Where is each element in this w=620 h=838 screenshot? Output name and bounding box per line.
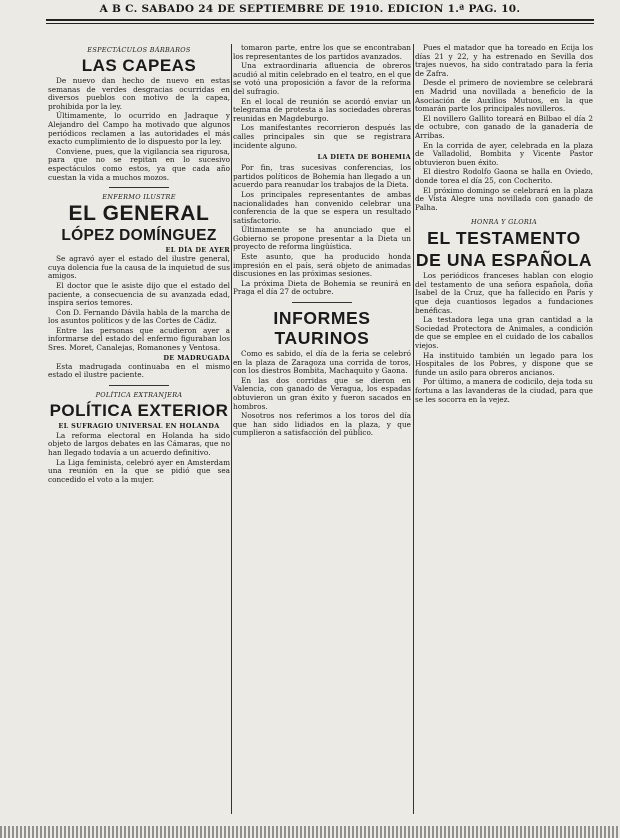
header-rule (46, 19, 594, 21)
toros-continued-paragraph: Desde el primero de noviembre se celebrará en Madrid una novillada a beneficio de la Asociación de Auxilios Mutuos, en la que tomarán parte los principales novilleros. (415, 78, 593, 114)
toros-continued-paragraph: En la corrida de ayer, celebrada en la plaza de Valladolid, Bombita y Vicente Pastor obtuvieron buen éxito. (415, 140, 593, 167)
testamento-paragraph: Por último, a manera de codicilo, deja toda su fortuna a las lavanderas de la ciudad, para que se les socorra en la vejez. (415, 377, 593, 404)
bohemia-paragraph: Por fin, tras sucesivas conferencias, los partidos políticos de Bohemia han llegado a un acuerdo para reanudar los trabajos de la Dieta. (233, 163, 411, 190)
section-divider (109, 385, 169, 386)
politica-subheadline: EL SUFRAGIO UNIVERSAL EN HOLANDA (58, 421, 220, 430)
bohemia-section-label: LA DIETA DE BOHEMIA (317, 153, 411, 162)
bohemia-paragraph: Los principales representantes de ambas nacionalidades han convenido celebrar una conferencia de la que se espera un resultado satisfactorio. (233, 189, 411, 225)
column-divider-2 (413, 44, 414, 814)
toros-continued-paragraph: El novillero Gallito toreará en Bilbao el día 2 de octubre, con ganado de la ganadería de Arribas. (415, 113, 593, 140)
toros-paragraph: Como es sabido, el día de la feria se celebró en la plaza de Zaragoza una corrida de toros, con los diestros Bombita, Machaquito y Gaona. (233, 349, 411, 376)
testamento-headline-2: DE UNA ESPAÑOLA (415, 250, 593, 271)
bohemia-paragraph: La próxima Dieta de Bohemia se reunirá en Praga el día 27 de octubre. (233, 278, 411, 297)
toros-headline: INFORMES TAURINOS (273, 308, 371, 349)
politica-paragraph: La Liga feminista, celebró ayer en Amsterdam una reunión en la que se pidió que sea concedido el voto a la mujer. (48, 457, 230, 484)
bohemia-paragraph: Este asunto, que ha producido honda impresión en el país, será objeto de animadas discusiones en las próximas sesiones. (233, 252, 411, 279)
section-divider (292, 302, 352, 303)
toros-continued-paragraph: El diestro Rodolfo Gaona se halla en Oviedo, donde torea el día 25, con Cocherito. (415, 167, 593, 185)
testamento-paragraph: Los periódicos franceses hablan con elogio del testamento de una señora española, doña Isabel de la Cruz, que ha fallecido en París y que deja cuantiosos legados a fundaciones benéficas. (415, 271, 593, 315)
politica-headline: POLÍTICA EXTERIOR (49, 400, 229, 420)
continued-paragraph: Los manifestantes recorrieron después las calles principales sin que se registrara incidente alguno. (233, 123, 411, 150)
politica-kicker: POLÍTICA EXTRANJERA (95, 390, 183, 399)
continued-paragraph: Una extraordinaria afluencia de obreros acudió al mitin celebrado en el teatro, en el que se votó una proposición a favor de la reforma del sufragio. (233, 61, 411, 96)
general-paragraph: El doctor que le asiste dijo que el estado del paciente, a consecuencia de su avanzada edad, inspira serios temores. (48, 280, 230, 308)
capeas-paragraph: Conviene, pues, que la vigilancia sea rigurosa, para que no se repitan en lo sucesivo espectáculos como estos, ya que cada año cuestan la vida a muchos mozos. (48, 146, 230, 182)
testamento-article (415, 228, 593, 404)
toros-continued-paragraph: El próximo domingo se celebrará en la plaza de Vista Alegre una novillada con ganado de Palha. (415, 185, 593, 212)
column-3 (415, 44, 593, 405)
capeas-paragraph: Últimamente, lo ocurrido en Jadraque y Alejandro del Campo ha motivado que algunos periódicos reclamen a las autoridades el más exacto cumplimiento de lo dispuesto por la ley. (48, 111, 230, 147)
column-1 (48, 44, 230, 485)
toros-article (233, 308, 411, 438)
general-article (48, 193, 230, 380)
general-byline: EL DÍA DE AYER (165, 246, 230, 255)
general-paragraph: Entre las personas que acudieron ayer a informarse del estado del enfermo figuraban los Sres. Moret, Canalejas, Romanones y Ventosa. (48, 325, 230, 353)
testamento-kicker: HONRA Y GLORIA (471, 218, 537, 227)
general-headline-1: EL GENERAL (68, 202, 210, 226)
capeas-paragraph: De nuevo dan hecho de nuevo en estas semanas de verdes desgracias ocurridas en diversos pueblos con motivo de la capea, prohibida por la ley. (48, 76, 230, 111)
bohemia-paragraph: Últimamente se ha anunciado que el Gobierno se propone presentar a la Dieta un proyecto de reforma lingüística. (233, 225, 411, 252)
continued-paragraph: tomaron parte, entre los que se encontraban los representantes de los partidos avanzados. (233, 44, 411, 61)
continued-paragraph: En el local de reunión se acordó enviar un telegrama de protesta a las sociedades obreras reunidas en Magdeburgo. (233, 96, 411, 123)
general-kicker: ENFERMO ILUSTRE (102, 193, 176, 202)
general-dateline: DE MADRUGADA (163, 353, 230, 362)
testamento-headline-1: EL TESTAMENTO (427, 228, 581, 249)
testamento-paragraph: La testadora lega una gran cantidad a la Sociedad Protectora de Animales, a condición de que se emplee en el cuidado de los caballos viejos. (415, 315, 593, 351)
capeas-headline: LAS CAPEAS (81, 56, 197, 75)
general-paragraph: Con D. Fernando Dávila habla de la marcha de los asuntos políticos y de las Cortes de Cádiz. (48, 307, 230, 326)
testamento-paragraph: Ha instituido también un legado para los Hospitales de los Pobres, y dispone que se funde un asilo para obreros ancianos. (415, 350, 593, 377)
toros-continued-paragraph: Pues el matador que ha toreado en Écija los días 21 y 22, y ha estrenado en Sevilla dos trajes nuevos, ha sido contratado para la feria de Zafra. (415, 44, 593, 78)
general-headline-2: LÓPEZ DOMÍNGUEZ (61, 227, 217, 245)
politica-article (48, 391, 230, 485)
general-paragraph: Se agravó ayer el estado del ilustre general, cuya dolencia fue la causa de la inquietud de sus amigos. (48, 254, 230, 281)
section-divider (109, 187, 169, 188)
column-divider-1 (231, 44, 232, 814)
scan-edge-strip (0, 826, 620, 838)
general-paragraph: Esta madrugada continuaba en el mismo estado el ilustre paciente. (48, 361, 230, 380)
toros-paragraph: Nosotros nos referimos a los toros del día que han sido lidiados en la plaza, y que cumplieron a satisfacción del público. (233, 411, 411, 438)
capeas-article (48, 46, 230, 182)
politica-paragraph: La reforma electoral en Holanda ha sido objeto de largos debates en las Cámaras, que no han llegado todavía a un acuerdo definitivo. (48, 430, 230, 458)
column-2 (233, 44, 411, 439)
header-rule-thin (46, 23, 594, 24)
capeas-kicker: ESPECTÁCULOS BÁRBAROS (87, 46, 191, 54)
toros-paragraph: En las dos corridas que se dieron en Valencia, con ganado de Veragua, los espadas obtuvieron un gran éxito y fueron sacados en hombros. (233, 375, 411, 411)
page-header: A B C. SABADO 24 DE SEPTIEMBRE DE 1910. EDICION 1.ª PAG. 10. (99, 3, 521, 15)
